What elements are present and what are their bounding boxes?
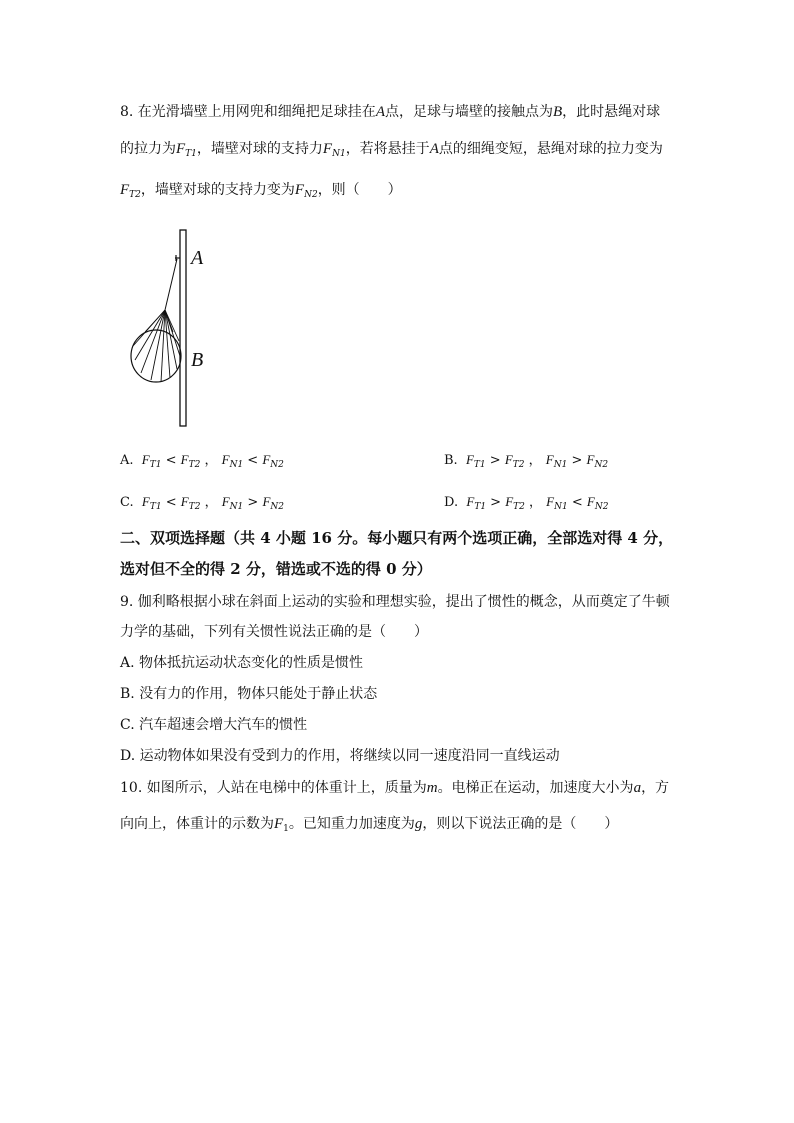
force-subscript: T2 — [188, 502, 201, 512]
ball-on-wall-figure — [125, 228, 225, 428]
q9-option-b[interactable]: B. 没有力的作用，物体只能处于静止状态 — [120, 686, 378, 702]
q8-text: 的拉力为 — [120, 141, 176, 157]
section-heading-cont: 选对但不全的得 2 分，错选或不选的得 0 分） — [120, 560, 432, 578]
force-var: F — [466, 494, 475, 509]
operator: < — [161, 495, 181, 510]
section-heading: 二、双项选择题（共 4 小题 16 分。每小题只有两个选项正确，全部选对得 4 分， — [120, 529, 674, 547]
q8-text: 点，足球与墙壁的接触点为 — [384, 104, 553, 120]
force-var: F — [294, 182, 305, 198]
force-var: F — [141, 452, 150, 467]
q8-text: 8. 在光滑墙壁上用网兜和细绳把足球挂在 — [120, 104, 376, 120]
q10-text: 。电梯正在运动，加速度大小为 — [437, 780, 634, 796]
q8-text: ，墙壁对球的支持力变为 — [140, 182, 295, 198]
force-subscript: N2 — [594, 460, 609, 470]
q9-line-1: 9. 伽利略根据小球在斜面上运动的实验和理想实验，提出了惯性的概念，从而奠定了牛顿 — [120, 594, 670, 610]
q9-option-c[interactable]: C. 汽车超速会增大汽车的惯性 — [120, 717, 308, 733]
mass-var: m — [426, 780, 438, 796]
force-var: F — [586, 452, 595, 467]
force-subscript: 1 — [283, 824, 289, 834]
force-subscript: N2 — [594, 502, 609, 512]
q8-line-2 — [120, 139, 679, 164]
q8-option-a[interactable] — [120, 450, 284, 475]
force-var: F — [586, 494, 595, 509]
q8-line-3 — [120, 180, 679, 205]
force-var: F — [221, 494, 230, 509]
force-var: F — [141, 494, 150, 509]
force-var: F — [180, 452, 189, 467]
q10-text: ，则以下说法正确的是（ ） — [422, 816, 619, 832]
separator: ， — [524, 495, 547, 510]
force-var: F — [322, 141, 333, 157]
q10-text: 。已知重力加速度为 — [288, 816, 415, 832]
force-var: F — [505, 494, 514, 509]
force-var: F — [274, 816, 284, 832]
operator: < — [567, 495, 587, 510]
q10-line-1 — [120, 778, 679, 798]
operator: < — [161, 453, 181, 468]
option-letter: B. — [444, 453, 458, 468]
force-var: F — [546, 494, 555, 509]
force-subscript: N1 — [332, 149, 346, 159]
force-subscript: T1 — [185, 149, 197, 159]
q8-text: ，此时悬绳对球 — [562, 104, 661, 120]
separator: ， — [200, 495, 222, 510]
label-a: A — [191, 247, 204, 269]
point-b-var: B — [552, 104, 563, 120]
force-var: F — [504, 452, 513, 467]
operator: > — [486, 495, 506, 510]
force-subscript: T1 — [473, 460, 486, 470]
option-letter: D. — [444, 495, 459, 510]
acceleration-var: a — [633, 780, 642, 796]
point-a-var: A — [429, 141, 439, 157]
force-subscript: N1 — [229, 460, 244, 470]
force-subscript: T1 — [149, 460, 162, 470]
force-subscript: T1 — [149, 502, 162, 512]
operator: > — [485, 453, 505, 468]
q10-line-2 — [120, 814, 679, 839]
q9-option-a[interactable]: A. 物体抵抗运动状态变化的性质是惯性 — [120, 655, 364, 671]
force-var: F — [221, 452, 230, 467]
operator: > — [243, 495, 263, 510]
label-b: B — [191, 349, 204, 371]
force-subscript: N2 — [270, 502, 284, 512]
force-subscript: T2 — [188, 460, 201, 470]
q8-text: ，则（ ） — [317, 182, 402, 198]
force-subscript: T2 — [129, 190, 141, 200]
option-letter: C. — [120, 495, 134, 510]
q8-text: 点的细绳变短，悬绳对球的拉力变为 — [438, 141, 663, 157]
force-var: F — [120, 182, 130, 198]
option-letter: A. — [120, 453, 134, 468]
force-subscript: T1 — [474, 502, 487, 512]
q9-line-2: 力学的基础，下列有关惯性说法正确的是（ ） — [120, 624, 428, 640]
q8-text: ，墙壁对球的支持力 — [196, 141, 323, 157]
force-var: F — [545, 452, 554, 467]
force-subscript: N2 — [304, 190, 318, 200]
q10-text: 10. 如图所示，人站在电梯中的体重计上，质量为 — [120, 780, 427, 796]
net-lines — [133, 310, 180, 382]
q8-option-c[interactable] — [120, 492, 284, 517]
force-var: F — [176, 141, 186, 157]
q10-text: ，方 — [641, 780, 670, 796]
q10-text: 向向上，体重计的示数为 — [120, 816, 274, 832]
point-a-var: A — [375, 104, 385, 120]
wall — [180, 230, 186, 426]
gravity-var: g — [414, 816, 423, 832]
force-var: F — [262, 494, 271, 509]
force-var: F — [465, 452, 474, 467]
separator: ， — [524, 453, 546, 468]
q8-text: ，若将悬挂于 — [345, 141, 430, 157]
force-subscript: T2 — [512, 460, 525, 470]
force-subscript: N1 — [554, 502, 568, 512]
q8-option-d[interactable] — [444, 492, 608, 517]
operator: < — [243, 453, 263, 468]
force-var: F — [180, 494, 189, 509]
q8-line-1 — [120, 102, 679, 122]
force-subscript: N2 — [270, 460, 284, 470]
force-subscript: N1 — [553, 460, 568, 470]
force-subscript: N1 — [229, 502, 244, 512]
operator: > — [567, 453, 587, 468]
rope — [165, 259, 177, 310]
force-var: F — [262, 452, 271, 467]
q9-option-d[interactable]: D. 运动物体如果没有受到力的作用，将继续以同一速度沿同一直线运动 — [120, 748, 560, 764]
force-subscript: T2 — [513, 502, 525, 512]
q8-option-b[interactable] — [444, 450, 608, 475]
separator: ， — [200, 453, 222, 468]
